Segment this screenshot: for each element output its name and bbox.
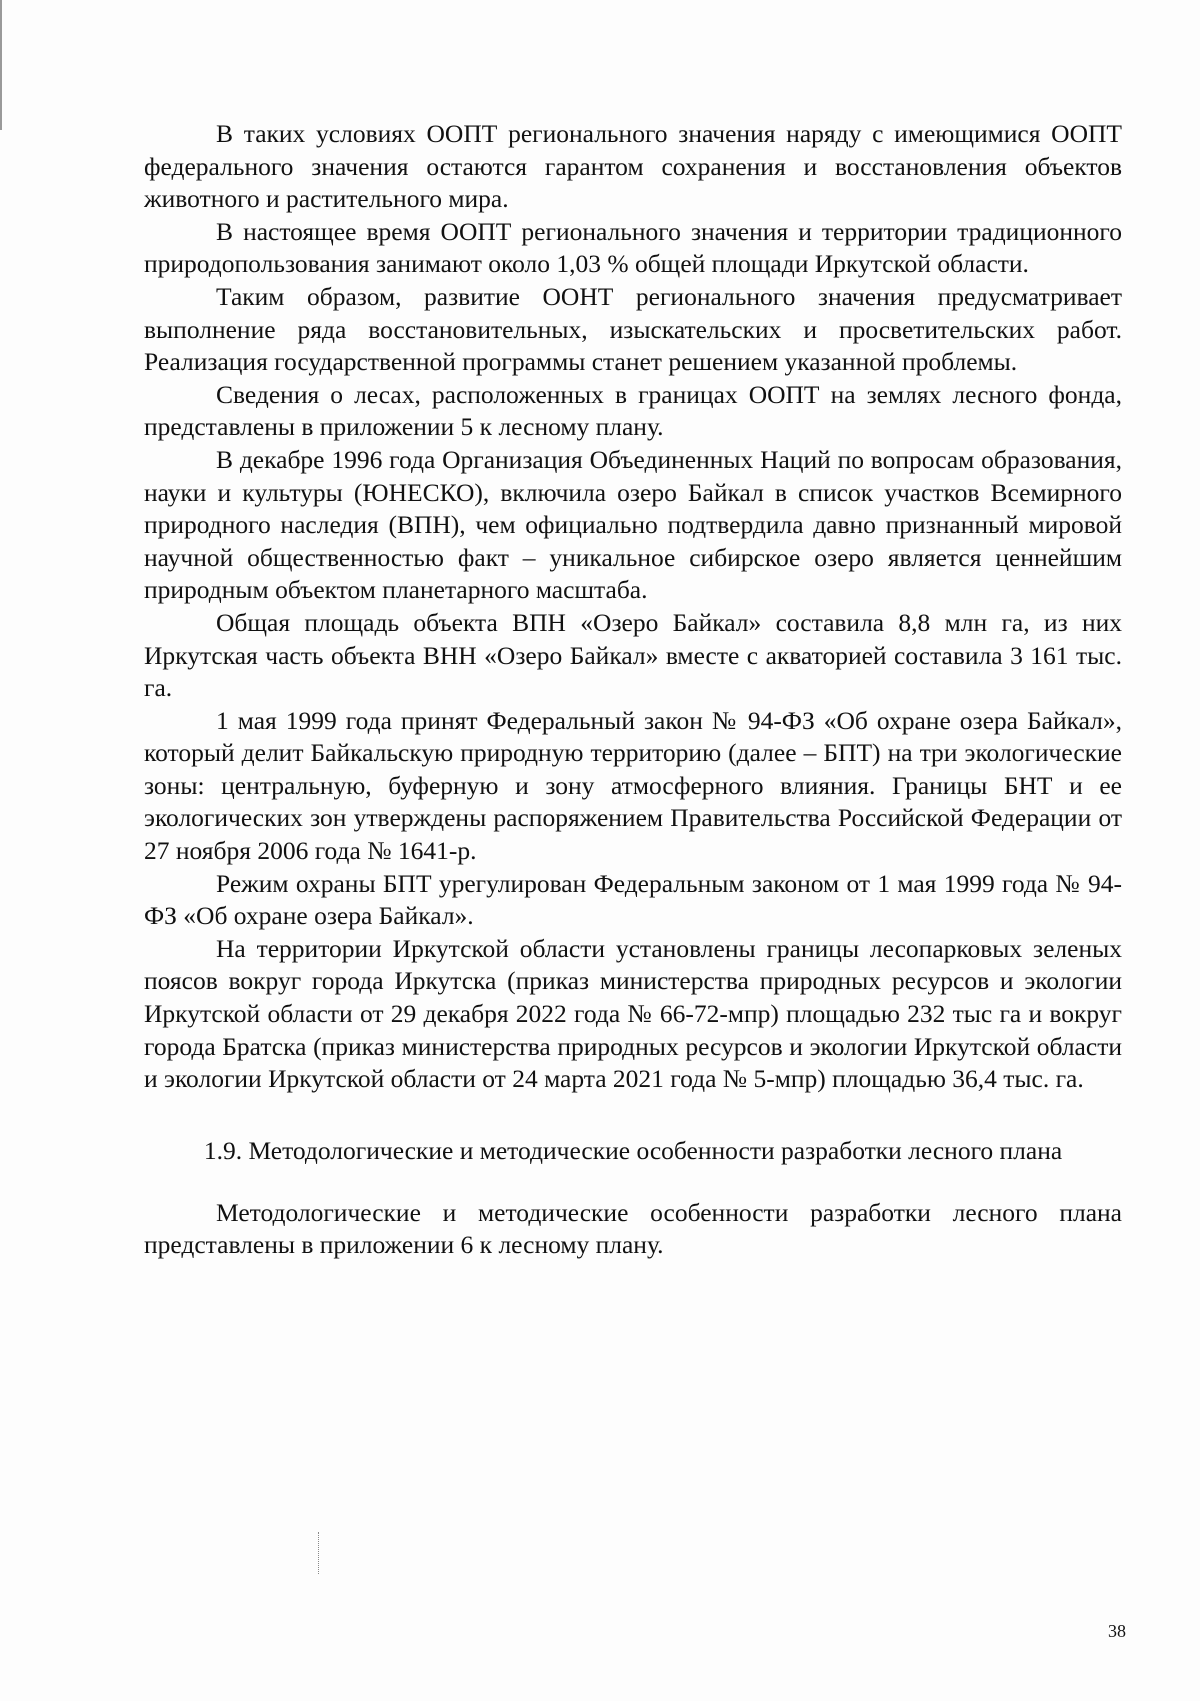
paragraph-5: В декабре 1996 года Организация Объединенных Наций по вопросам образования, науки и культуры (ЮНЕСКО), включила озеро Байкал в список участков Всемирного природного наследия (ВПН), чем официально подтвердила давно признанный мировой научной общественностью факт – уникальное сибирское озеро является ценнейшим природным объектом планетарного масштаба. xyxy=(144,444,1122,605)
paragraph-10: Методологические и методические особенности разработки лесного плана представлены в приложении 6 к лесному плану. xyxy=(144,1197,1122,1260)
section-heading: 1.9. Методологические и методические особенности разработки лесного плана xyxy=(203,1135,1063,1165)
paragraph-3: Таким образом, развитие ООНТ регионального значения предусматривает выполнение ряда восстановительных, изыскательских и просветительских работ. Реализация государственной программы станет решением указанной проблемы. xyxy=(144,281,1122,377)
paragraph-7: 1 мая 1999 года принят Федеральный закон № 94-ФЗ «Об охране озера Байкал», который делит Байкальскую природную территорию (далее – БПТ) на три экологические зоны: центральную, буферную и зону атмосферного влияния. Границы БНТ и ее экологических зон утверждены распоряжением Правительства Российской Федерации от 27 ноября 2006 года № 1641-р. xyxy=(144,705,1122,866)
paragraph-8: Режим охраны БПТ урегулирован Федеральным законом от 1 мая 1999 года № 94-ФЗ «Об охране озера Байкал». xyxy=(144,868,1122,931)
document-body xyxy=(144,118,1122,1262)
paragraph-6: Общая площадь объекта ВПН «Озеро Байкал» составила 8,8 млн га, из них Иркутская часть объекта ВНН «Озеро Байкал» вместе с акваторией составила 3 161 тыс. га. xyxy=(144,607,1122,703)
scan-mark xyxy=(318,1532,320,1574)
paragraph-1: В таких условиях ООПТ регионального значения наряду с имеющимися ООПТ федерального значения остаются гарантом сохранения и восстановления объектов животного и растительного мира. xyxy=(144,119,1122,214)
scan-edge xyxy=(0,0,2,130)
paragraph-4: Сведения о лесах, расположенных в границах ООПТ на землях лесного фонда, представлены в приложении 5 к лесному плану. xyxy=(144,379,1122,442)
paragraph-2: В настоящее время ООПТ регионального значения и территории традиционного природопользования занимают около 1,03 % общей площади Иркутской области. xyxy=(144,216,1122,279)
paragraph-9: На территории Иркутской области установлены границы лесопарковых зеленых поясов вокруг города Иркутска (приказ министерства природных ресурсов и экологии Иркутской области от 29 декабря 2022 года № 66-72-мпр) площадью 232 тыс га и вокруг города Братска (приказ министерства природных ресурсов и экологии Иркутской области и экологии Иркутской области от 24 марта 2021 года № 5-мпр) площадью 36,4 тыс. га. xyxy=(144,933,1122,1094)
page-number: 38 xyxy=(1108,1621,1126,1641)
